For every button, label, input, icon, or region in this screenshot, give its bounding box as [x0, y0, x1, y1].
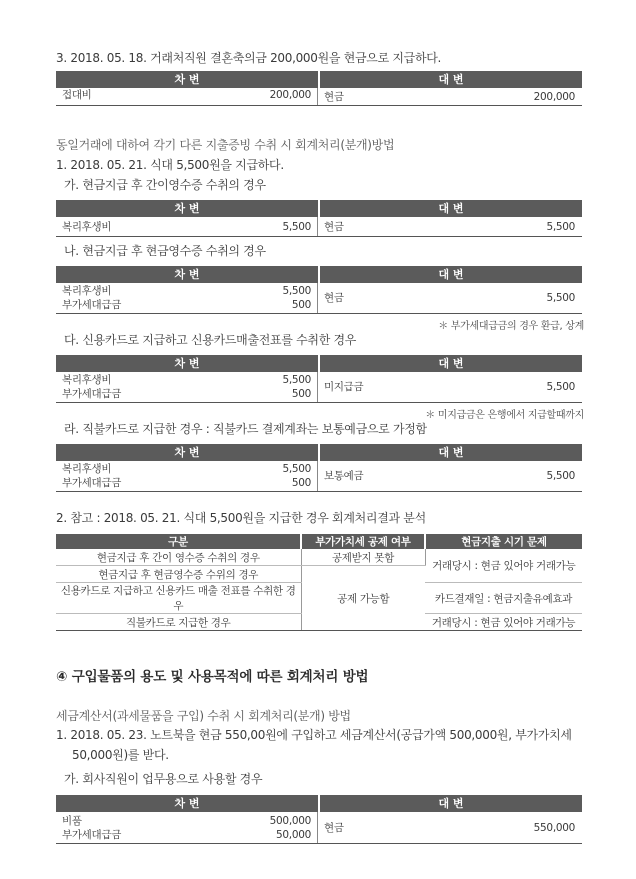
debit-header: 차 변	[56, 200, 318, 217]
question-1-title: 1. 2018. 05. 21. 식대 5,500원을 지급하다.	[56, 158, 284, 172]
case-ga2-label: 가. 회사직원이 업무용으로 사용할 경우	[64, 772, 263, 786]
tax-invoice-title: 세금계산서(과세물품을 구입) 수취 시 회계처리(분개) 방법	[56, 709, 351, 723]
question-1b-line1: 1. 2018. 05. 23. 노트북을 현금 550,00원에 구입하고 세금계산서(공급가액 500,000원, 부가가치세	[56, 728, 572, 742]
question-1b-line2: 50,000원)를 받다.	[72, 748, 169, 762]
journal-table-1	[56, 71, 582, 106]
table-cell: 직불카드로 지급한 경우	[56, 614, 301, 631]
credit-row: 현금 5,500	[324, 292, 575, 304]
table-cell: 공제받지 못함	[301, 549, 425, 566]
column-header: 구분	[56, 534, 301, 549]
debit-row: 복리후생비 5,500	[62, 220, 311, 233]
credit-row: 현금 200,000	[324, 90, 575, 103]
debit-row: 복리후생비 5,500	[62, 285, 311, 297]
debit-row: 부가세대급금 500	[62, 299, 311, 311]
credit-row: 보통예금 5,500	[324, 470, 575, 482]
debit-row: 부가세대급금 50,000	[62, 829, 311, 841]
credit-row: 미지급금 5,500	[324, 381, 575, 393]
analysis-table	[56, 534, 582, 631]
column-header: 부가가치세 공제 여부	[301, 534, 425, 549]
debit-row: 비품 500,000	[62, 815, 311, 827]
credit-row: 현금 550,000	[324, 821, 575, 834]
journal-table-5	[56, 444, 582, 492]
note-vat: ＊ 부가세대급금의 경우 환급, 상계	[438, 321, 584, 332]
question-2-title: 2. 참고 : 2018. 05. 21. 식대 5,500원을 지급한 경우 회계처리결과 분석	[56, 511, 426, 525]
table-cell: 공제 가능함	[301, 566, 425, 631]
journal-table-4	[56, 355, 582, 403]
section-heading-4: ④ 구입물품의 용도 및 사용목적에 따른 회계처리 방법	[56, 669, 369, 685]
case-ra-label: 라. 직불카드로 지급한 경우 : 직불카드 결제계좌는 보통예금으로 가정함	[64, 422, 427, 436]
credit-header: 대 변	[320, 266, 582, 283]
column-header: 현금지출 시기 문제	[425, 534, 582, 549]
table-cell: 신용카드로 지급하고 신용카드 매출 전표를 수취한 경우	[56, 583, 301, 614]
debit-header: 차 변	[56, 444, 318, 461]
case-da-label: 다. 신용카드로 지급하고 신용카드매출전표를 수취한 경우	[64, 333, 357, 347]
debit-row: 접대비 200,000	[62, 89, 311, 101]
debit-header: 차 변	[56, 266, 318, 283]
note-unpaid: ＊ 미지급금은 은행에서 지급할때까지	[425, 410, 584, 421]
debit-row: 부가세대급금 500	[62, 388, 311, 400]
table-cell: 거래당시 : 현금 있어야 거래가능	[425, 549, 582, 583]
debit-header: 차 변	[56, 355, 318, 372]
debit-row: 복리후생비 5,500	[62, 374, 311, 386]
journal-table-2	[56, 200, 582, 237]
debit-row: 복리후생비 5,500	[62, 463, 311, 475]
journal-table-6	[56, 795, 582, 844]
table-cell: 현금지급 후 간이 영수증 수취의 경우	[56, 549, 301, 566]
credit-row: 현금 5,500	[324, 220, 575, 233]
credit-header: 대 변	[320, 444, 582, 461]
table-cell: 거래당시 : 현금 있어야 거래가능	[425, 614, 582, 631]
table-cell: 현금지급 후 현금영수증 수위의 경우	[56, 566, 301, 583]
credit-header: 대 변	[320, 200, 582, 217]
credit-header: 대 변	[320, 355, 582, 372]
journal-table-3	[56, 266, 582, 314]
credit-header: 대 변	[320, 71, 582, 88]
question-3-title: 3. 2018. 05. 18. 거래처직원 결혼축의금 200,000원을 현금으로 지급하다.	[56, 51, 442, 65]
credit-header: 대 변	[320, 795, 582, 812]
debit-header: 차 변	[56, 795, 318, 812]
case-ga-label: 가. 현금지급 후 간이영수증 수취의 경우	[64, 178, 266, 192]
case-na-label: 나. 현금지급 후 현금영수증 수취의 경우	[64, 244, 266, 258]
section-title-split: 동일거래에 대하여 각기 다른 지출증빙 수취 시 회계처리(분개)방법	[56, 138, 395, 152]
debit-row: 부가세대급금 500	[62, 477, 311, 489]
table-cell: 카드결재일 : 현금지출유예효과	[425, 583, 582, 614]
debit-header: 차 변	[56, 71, 318, 88]
